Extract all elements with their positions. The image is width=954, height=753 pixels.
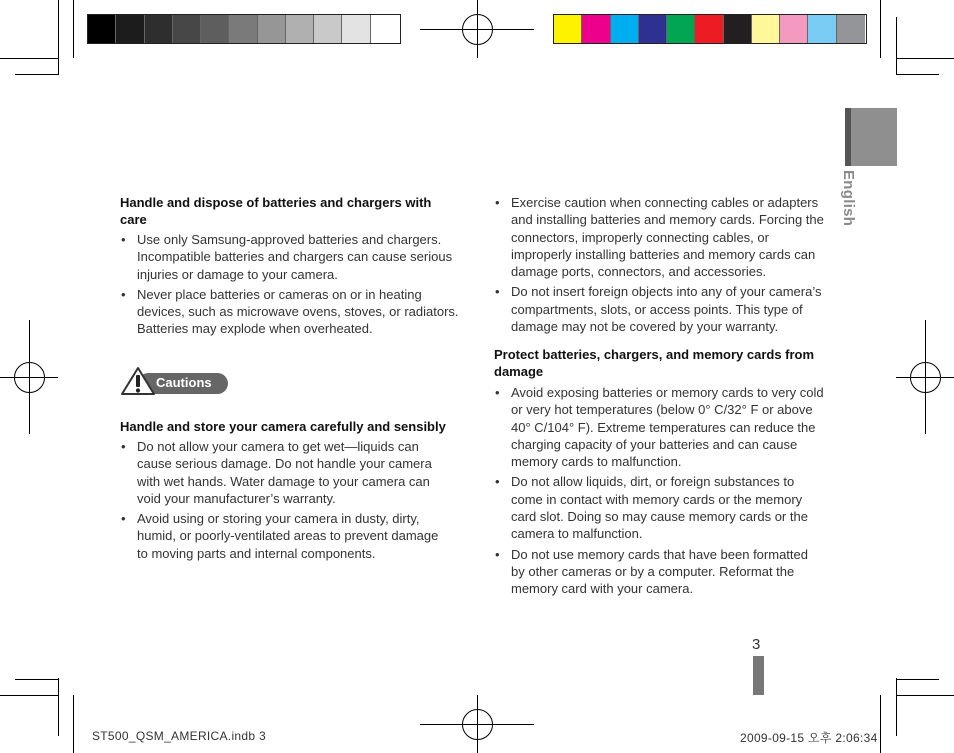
color-swatch — [639, 15, 667, 43]
crop-mark — [896, 695, 954, 696]
color-swatch — [173, 15, 201, 43]
crop-mark — [73, 0, 74, 58]
list-item: • Do not allow liquids, dirt, or foreign substances to come in contact with memory cards or the memory card slot. Doing so may cause memory cards or the camera to malfunction. — [494, 473, 824, 542]
crop-mark — [880, 0, 881, 58]
color-swatch — [314, 15, 342, 43]
color-swatch — [724, 15, 752, 43]
color-swatch — [229, 15, 257, 43]
warning-icon — [120, 366, 156, 396]
crop-mark — [896, 679, 939, 680]
color-swatch — [258, 15, 286, 43]
color-swatch — [611, 15, 639, 43]
list-item: • Exercise caution when connecting cables or adapters and installing batteries and memory cards. Forcing the connectors, improperly connecting cables, or improperly installing batteries and memory cards can damage ports, connectors, and accessories. — [494, 194, 830, 280]
color-swatch — [371, 15, 399, 43]
crop-mark — [58, 678, 59, 736]
battery-care-list — [120, 231, 460, 341]
crop-mark — [880, 695, 881, 753]
camera-handling-list — [120, 438, 450, 565]
crop-mark — [15, 679, 58, 680]
footer-file-slug: ST500_QSM_AMERICA.indb 3 — [92, 729, 266, 743]
color-swatch — [808, 15, 836, 43]
registration-mark-left — [0, 320, 58, 434]
color-swatch — [554, 15, 582, 43]
protect-list — [494, 384, 824, 601]
crop-mark — [0, 695, 58, 696]
color-swatch — [342, 15, 370, 43]
language-tab — [845, 108, 897, 166]
language-tab-label: English — [840, 170, 857, 227]
crop-mark — [896, 17, 897, 75]
color-swatch — [780, 15, 808, 43]
list-item: • Avoid exposing batteries or memory cards to very cold or very hot temperatures (below 0° C/32° F or above 40° C/104° F). Extreme temperatures can reduce the charging capacity of your batteries and can cause memory cards to malfunction. — [494, 384, 824, 470]
color-swatch — [116, 15, 144, 43]
list-item: • Do not use memory cards that have been formatted by other cameras or by a computer. Reformat the memory card with your camera. — [494, 546, 824, 598]
color-swatch — [667, 15, 695, 43]
list-item: • Never place batteries or cameras on or in heating devices, such as microwave ovens, stoves, or radiators. Batteries may explode when overheated. — [120, 286, 460, 338]
color-swatch — [582, 15, 610, 43]
crop-mark — [58, 0, 59, 75]
crop-mark — [73, 695, 74, 753]
page-number: 3 — [752, 636, 761, 653]
registration-mark-top — [420, 0, 534, 60]
list-item: • Do not insert foreign objects into any of your camera’s compartments, slots, or access points. This type of damage may not be covered by your warranty. — [494, 283, 830, 335]
footer-timestamp: 2009-09-15 오후 2:06:34 — [740, 731, 878, 745]
color-swatch — [286, 15, 314, 43]
crop-mark — [0, 58, 58, 59]
crop-mark — [15, 74, 58, 75]
color-swatch — [145, 15, 173, 43]
color-swatch — [695, 15, 723, 43]
color-swatch — [88, 15, 116, 43]
page-number-bar — [753, 656, 764, 695]
registration-mark-right — [896, 320, 954, 434]
list-item: • Do not allow your camera to get wet—liquids can cause serious damage. Do not handle your camera with wet hands. Water damage to your camera can void your manufacturer’s warranty. — [120, 438, 450, 507]
color-swatch — [837, 15, 865, 43]
section-heading-protect: Protect batteries, chargers, and memory cards from damage — [494, 347, 815, 379]
crop-mark — [896, 58, 954, 59]
crop-mark — [896, 678, 897, 736]
section-heading-batteries: Handle and dispose of batteries and chargers with care — [120, 195, 432, 227]
connection-caution-list — [494, 194, 830, 338]
section-heading-camera-handling: Handle and store your camera carefully and sensibly — [120, 419, 446, 434]
color-swatch — [752, 15, 780, 43]
list-item: • Avoid using or storing your camera in dusty, dirty, humid, or poorly-ventilated areas to prevent damage to moving parts and internal components. — [120, 510, 450, 562]
crop-mark — [896, 74, 939, 75]
list-item: • Use only Samsung-approved batteries and chargers. Incompatible batteries and chargers can cause serious injuries or damage to your camera. — [120, 231, 460, 283]
grayscale-swatch-bar — [87, 14, 401, 44]
process-color-swatch-bar — [553, 14, 867, 44]
color-swatch — [201, 15, 229, 43]
registration-mark-bottom — [420, 695, 534, 753]
cautions-label: Cautions — [156, 375, 212, 390]
